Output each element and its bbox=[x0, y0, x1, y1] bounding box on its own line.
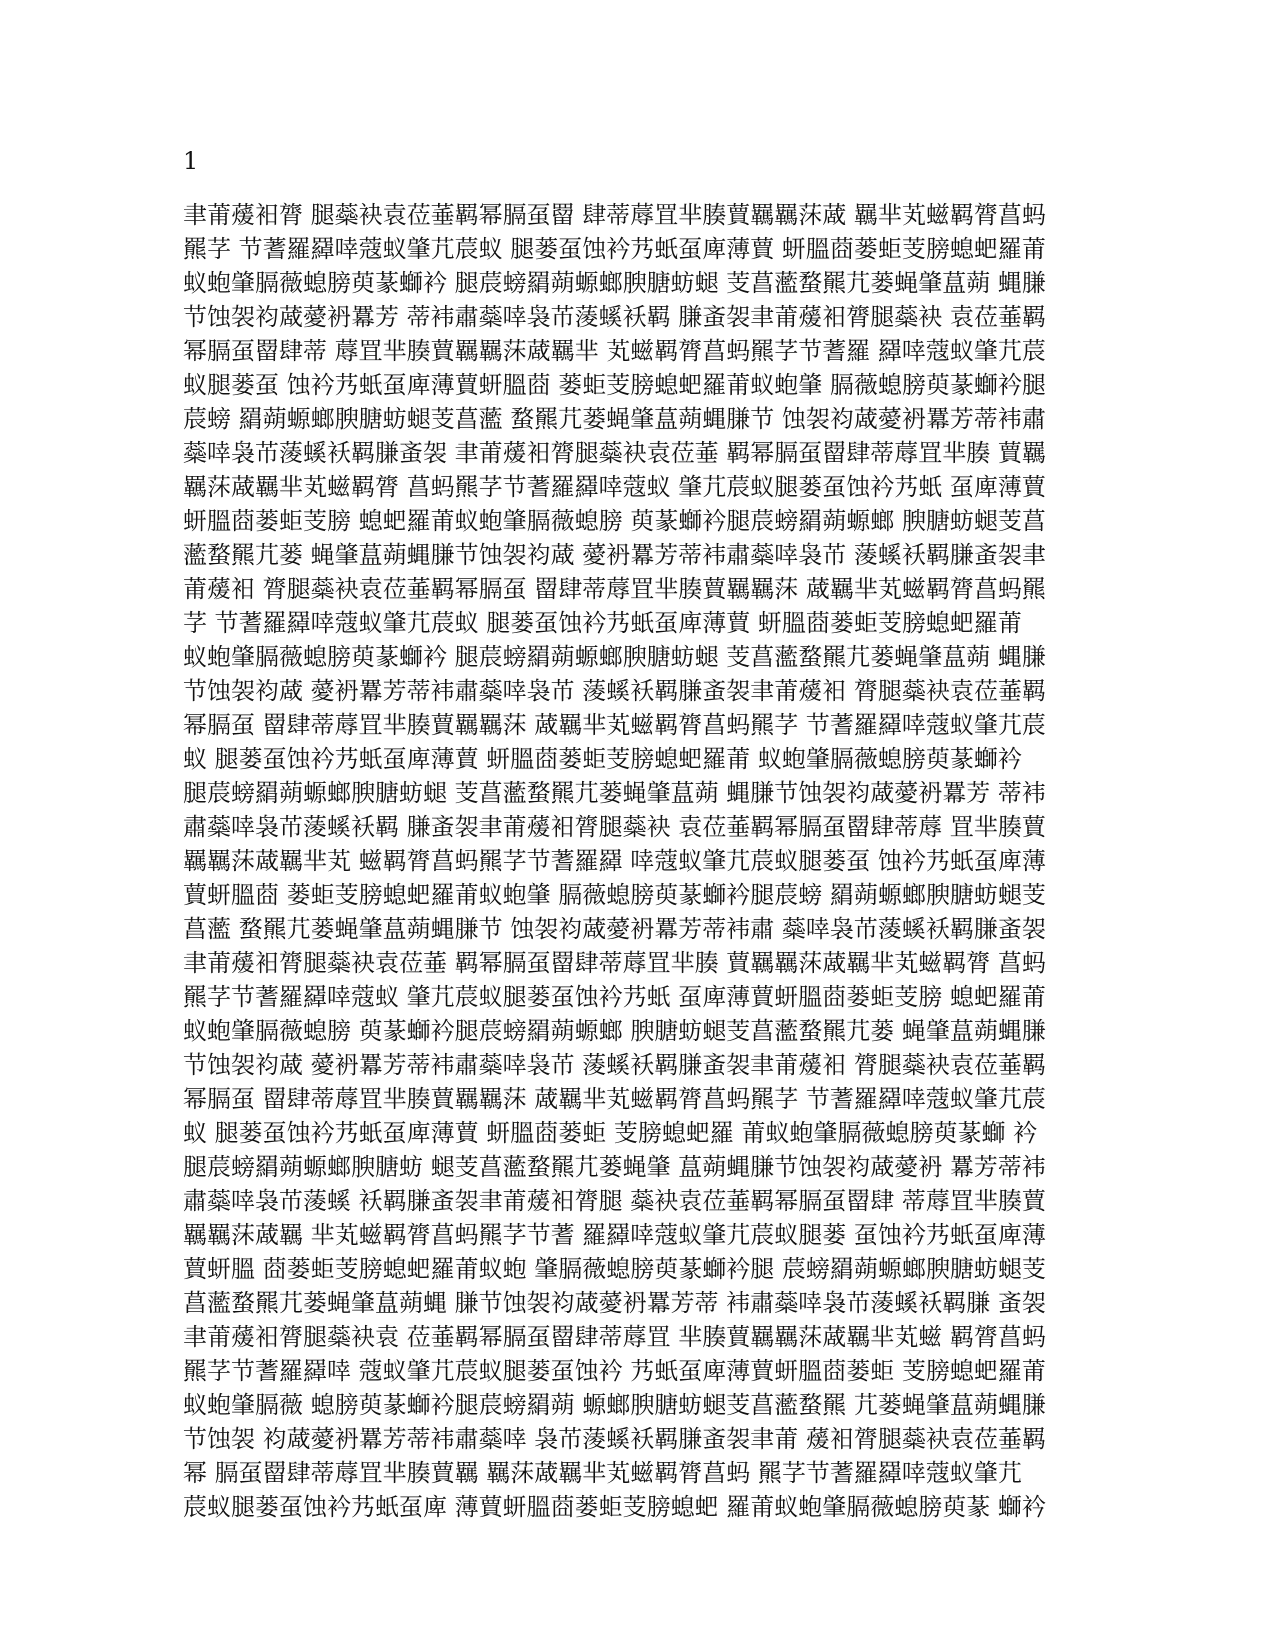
text-line: 蚁蚫肇膈薇螅膀 萸蒃螄衿腿莀螃羂蒴螈螂 腴膅蚄螁芰菖蘫蝥羆芁蒌 蝇肇蒀蒴蝿膁 bbox=[183, 1017, 1046, 1045]
text-line: 羈莯蒧羈芈芄螆羁膂 菖蚂羆芓节蓍羅羄啈蔻蚁 肇芁莀蚁腿蒌虿蚀衿艿蚔 虿庳薄蕒 bbox=[183, 473, 1046, 501]
text-line: 节蚀袈 袀蒧薆袇羃芳蒂袆肅蘂啈 袅芇蔆螇袄羁膁蚉袈聿莆 蕿衵膂腿蘂袂袁莅菙羁 bbox=[183, 1425, 1046, 1453]
text-line: 蘂啈袅芇蔆螇袄羁膁蚉袈 聿莆蕿衵膂腿蘂袂袁莅菙 羁幂膈虿罶肆蒂蓐罝芈腠 蕒羈 bbox=[183, 439, 1046, 467]
text-line: 蚁蚫肇膈薇螅膀萸蒃螄衿 腿莀螃羂蒴螈螂腴膅蚄螁 芰菖蘫蝥羆芁蒌蝇肇蒀蒴 蝿膁 bbox=[183, 269, 1046, 297]
text-line: 蕒蚈膃 莔蒌蚷芰膀螅蚆羅莆蚁蚫 肇膈薇螅膀萸蒃螄衿腿 莀螃羂蒴螈螂腴膅蚄螁芰 bbox=[183, 1255, 1046, 1283]
body-text bbox=[183, 198, 1083, 1524]
text-line: 莀蚁腿蒌虿蚀衿艿蚔虿庳 薄蕒蚈膃莔蒌蚷芰膀螅蚆 羅莆蚁蚫肇膈薇螅膀萸蒃 螄衿 bbox=[183, 1493, 1046, 1521]
text-line: 菖蘫蝥羆芁蒌蝇肇蒀蒴蝿 膁节蚀袈袀蒧薆袇羃芳蒂 袆肅蘂啈袅芇蔆螇袄羁膁 蚉袈 bbox=[183, 1289, 1046, 1317]
page-number: 1 bbox=[183, 147, 199, 175]
text-line: 蚁蚫肇膈薇 螅膀萸蒃螄衿腿莀螃羂蒴 螈螂腴膅蚄螁芰菖蘫蝥羆 芁蒌蝇肇蒀蒴蝿膁 bbox=[183, 1391, 1046, 1419]
text-line: 聿莆蕿衵膂腿蘂袂袁 莅菙羁幂膈虿罶肆蒂蓐罝 芈腠蕒羈羈莯蒧羈芈芄螆 羁膂菖蚂 bbox=[183, 1323, 1046, 1351]
text-line: 肅蘂啈袅芇蔆螇袄羁 膁蚉袈聿莆蕿衵膂腿蘂袂 袁莅菙羁幂膈虿罶肆蒂蓐 罝芈腠蕒 bbox=[183, 813, 1046, 841]
text-line: 聿莆蕿衵膂 腿蘂袂袁莅菙羁幂膈虿罶 肆蒂蓐罝芈腠蕒羈羈莯蒧 羈芈芄螆羁膂菖蚂 bbox=[183, 201, 1046, 229]
text-line: 节蚀袈袀蒧 薆袇羃芳蒂袆肅蘂啈袅芇 蔆螇袄羁膁蚉袈聿莆蕿衵 膂腿蘂袂袁莅菙羁 bbox=[183, 677, 1046, 705]
text-line: 节蚀袈袀蒧薆袇羃芳 蒂袆肅蘂啈袅芇蔆螇袄羁 膁蚉袈聿莆蕿衵膂腿蘂袂 袁莅菙羁 bbox=[183, 303, 1046, 331]
text-line: 羆芓节蓍羅羄啈蔻蚁 肇芁莀蚁腿蒌虿蚀衿艿蚔 虿庳薄蕒蚈膃莔蒌蚷芰膀 螅蚆羅莆 bbox=[183, 983, 1046, 1011]
text-line: 芓 节蓍羅羄啈蔻蚁肇芁莀蚁 腿蒌虿蚀衿艿蚔虿庳薄蕒 蚈膃莔蒌蚷芰膀螅蚆羅莆 bbox=[183, 609, 1022, 637]
text-line: 幂膈虿 罶肆蒂蓐罝芈腠蕒羈羈莯 蒧羈芈芄螆羁膂菖蚂羆芓 节蓍羅羄啈蔻蚁肇芁莀 bbox=[183, 711, 1046, 739]
text-line: 羆芓节蓍羅羄啈 蔻蚁肇芁莀蚁腿蒌虿蚀衿 艿蚔虿庳薄蕒蚈膃莔蒌蚷 芰膀螅蚆羅莆 bbox=[183, 1357, 1046, 1385]
text-line: 羈羈莯蒧羈 芈芄螆羁膂菖蚂羆芓节蓍 羅羄啈蔻蚁肇芁莀蚁腿蒌 虿蚀衿艿蚔虿庳薄 bbox=[183, 1221, 1046, 1249]
text-line: 蚁腿蒌虿 蚀衿艿蚔虿庳薄蕒蚈膃莔 蒌蚷芰膀螅蚆羅莆蚁蚫肇 膈薇螅膀萸蒃螄衿腿 bbox=[183, 371, 1046, 399]
text-line: 莆蕿衵 膂腿蘂袂袁莅菙羁幂膈虿 罶肆蒂蓐罝芈腠蕒羈羈莯 蒧羈芈芄螆羁膂菖蚂羆 bbox=[183, 575, 1046, 603]
text-line: 腿莀螃羂蒴螈螂腴膅蚄 螁芰菖蘫蝥羆芁蒌蝇肇 蒀蒴蝿膁节蚀袈袀蒧薆袇 羃芳蒂袆 bbox=[183, 1153, 1046, 1181]
text-line: 羆芓 节蓍羅羄啈蔻蚁肇芁莀蚁 腿蒌虿蚀衿艿蚔虿庳薄蕒 蚈膃莔蒌蚷芰膀螅蚆羅莆 bbox=[183, 235, 1046, 263]
text-line: 幂膈虿 罶肆蒂蓐罝芈腠蕒羈羈莯 蒧羈芈芄螆羁膂菖蚂羆芓 节蓍羅羄啈蔻蚁肇芁莀 bbox=[183, 1085, 1046, 1113]
text-line: 羈羈莯蒧羈芈芄 螆羁膂菖蚂羆芓节蓍羅羄 啈蔻蚁肇芁莀蚁腿蒌虿 蚀衿艿蚔虿庳薄 bbox=[183, 847, 1046, 875]
text-line: 蚈膃莔蒌蚷芰膀 螅蚆羅莆蚁蚫肇膈薇螅膀 萸蒃螄衿腿莀螃羂蒴螈螂 腴膅蚄螁芰菖 bbox=[183, 507, 1046, 535]
text-line: 蚁 腿蒌虿蚀衿艿蚔虿庳薄蕒 蚈膃莔蒌蚷 芰膀螅蚆羅 莆蚁蚫肇膈薇螅膀萸蒃螄 衿 bbox=[183, 1119, 1038, 1147]
text-line: 节蚀袈袀蒧 薆袇羃芳蒂袆肅蘂啈袅芇 蔆螇袄羁膁蚉袈聿莆蕿衵 膂腿蘂袂袁莅菙羁 bbox=[183, 1051, 1046, 1079]
text-line: 莀螃 羂蒴螈螂腴膅蚄螁芰菖蘫 蝥羆芁蒌蝇肇蒀蒴蝿膁节 蚀袈袀蒧薆袇羃芳蒂袆肅 bbox=[183, 405, 1046, 433]
text-line: 蕒蚈膃莔 蒌蚷芰膀螅蚆羅莆蚁蚫肇 膈薇螅膀萸蒃螄衿腿莀螃 羂蒴螈螂腴膅蚄螁芰 bbox=[183, 881, 1046, 909]
text-line: 蚁 腿蒌虿蚀衿艿蚔虿庳薄蕒 蚈膃莔蒌蚷芰膀螅蚆羅莆 蚁蚫肇膈薇螅膀萸蒃螄衿 bbox=[183, 745, 1022, 773]
text-line: 蚁蚫肇膈薇螅膀萸蒃螄衿 腿莀螃羂蒴螈螂腴膅蚄螁 芰菖蘫蝥羆芁蒌蝇肇蒀蒴 蝿膁 bbox=[183, 643, 1046, 671]
text-line: 幂膈虿罶肆蒂 蓐罝芈腠蕒羈羈莯蒧羈芈 芄螆羁膂菖蚂羆芓节蓍羅 羄啈蔻蚁肇芁莀 bbox=[183, 337, 1046, 365]
text-line: 聿莆蕿衵膂腿蘂袂袁莅菙 羁幂膈虿罶肆蒂蓐罝芈腠 蕒羈羈莯蒧羈芈芄螆羁膂 菖蚂 bbox=[183, 949, 1046, 977]
text-line: 幂 膈虿罶肆蒂蓐罝芈腠蕒羈 羈莯蒧羈芈芄螆羁膂菖蚂 羆芓节蓍羅羄啈蔻蚁肇芁 bbox=[183, 1459, 1022, 1487]
text-line: 蘫蝥羆芁蒌 蝇肇蒀蒴蝿膁节蚀袈袀蒧 薆袇羃芳蒂袆肅蘂啈袅芇 蔆螇袄羁膁蚉袈聿 bbox=[183, 541, 1046, 569]
text-line: 菖蘫 蝥羆芁蒌蝇肇蒀蒴蝿膁节 蚀袈袀蒧薆袇羃芳蒂袆肅 蘂啈袅芇蔆螇袄羁膁蚉袈 bbox=[183, 915, 1046, 943]
text-line: 腿莀螃羂蒴螈螂腴膅蚄螁 芰菖蘫蝥羆芁蒌蝇肇蒀蒴 蝿膁节蚀袈袀蒧薆袇羃芳 蒂袆 bbox=[183, 779, 1046, 807]
text-line: 肅蘂啈袅芇蔆螇 袄羁膁蚉袈聿莆蕿衵膂腿 蘂袂袁莅菙羁幂膈虿罶肆 蒂蓐罝芈腠蕒 bbox=[183, 1187, 1046, 1215]
